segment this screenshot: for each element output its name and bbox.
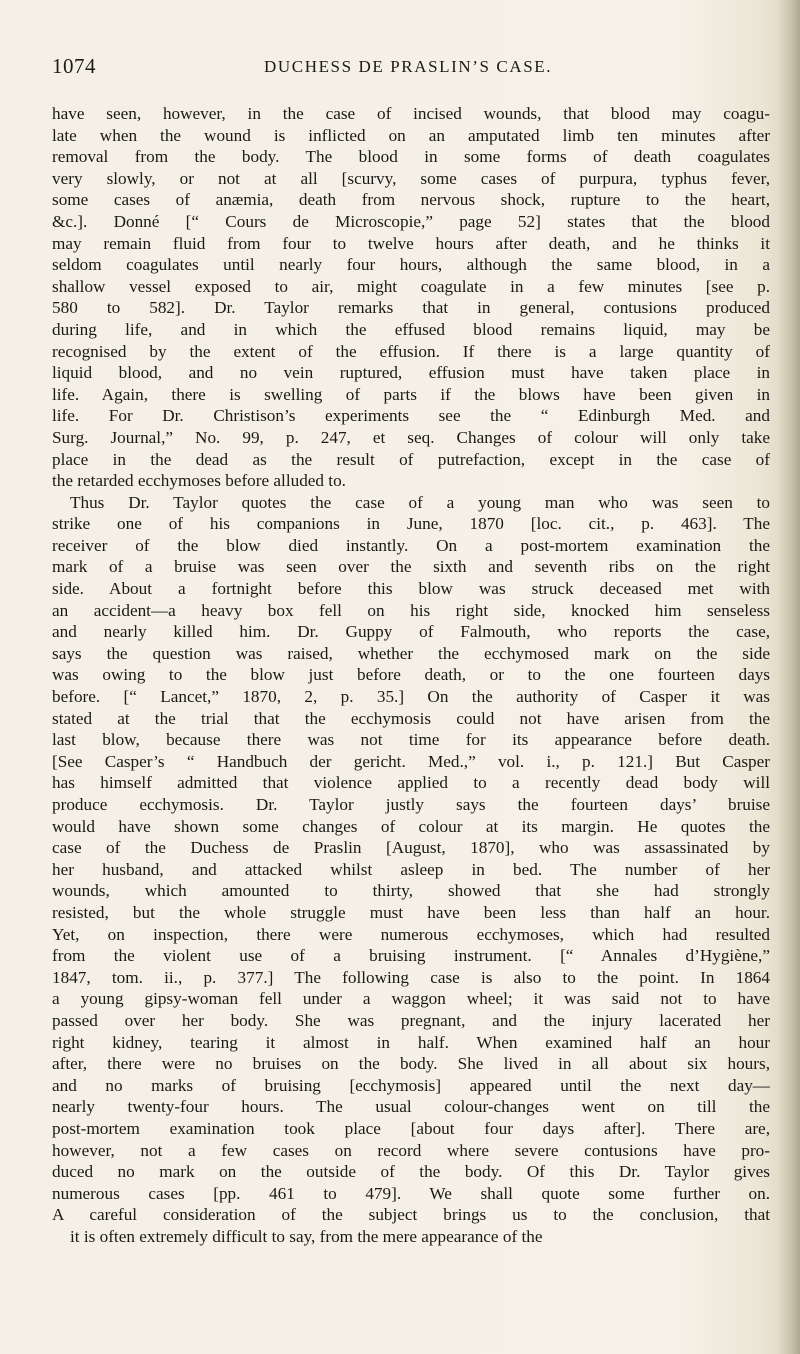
text-line: after, there were no bruises on the body. She lived in all about six hours, [52, 1054, 770, 1074]
text-line: post-mortem examination took place [about four days after]. There are, [52, 1118, 770, 1138]
text-line: resisted, but the whole struggle must have been less than half an hour. [52, 902, 770, 922]
text-line: mark of a bruise was seen over the sixth and seventh ribs on the right [52, 557, 770, 577]
text-line: removal from the body. The blood in some forms of death coagulates [52, 147, 770, 167]
text-line: stated at the trial that the ecchymosis could not have arisen from the [52, 708, 770, 728]
text-line: side. About a fortnight before this blow was struck deceased met with [52, 579, 770, 599]
text-line: and no marks of bruising [ecchymosis] appeared until the next day— [52, 1075, 770, 1095]
text-line: produce ecchymosis. Dr. Taylor justly says the fourteen days’ bruise [52, 795, 770, 814]
text-line: life. For Dr. Christison’s experiments see the “ Edinburgh Med. and [52, 406, 770, 426]
text-line: last blow, because there was not time for its appearance before death. [52, 730, 770, 750]
text-line: however, not a few cases on record where severe contusions have pro- [52, 1140, 770, 1160]
text-line: her husband, and attacked whilst asleep in bed. The number of her [52, 859, 770, 879]
text-line: says the question was raised, whether the ecchymosed mark on the side [52, 643, 770, 663]
text-line: may remain fluid from four to twelve hours after death, and he thinks it [52, 233, 770, 253]
text-line: has himself admitted that violence applied to a recently dead body will [52, 773, 770, 793]
text-line: duced no mark on the outside of the body. Of this Dr. Taylor gives [52, 1162, 770, 1182]
text-line: 1847, tom. ii., p. 377.] The following case is also to the point. In 1864 [52, 967, 770, 987]
text-line: case of the Duchess de Praslin [August, 1870], who was assassinated by [52, 838, 770, 858]
body-text [52, 103, 770, 1247]
text-line: seldom coagulates until nearly four hours, although the same blood, in a [52, 255, 770, 275]
text-line: strike one of his companions in June, 1870 [loc. cit., p. 463]. The [52, 514, 770, 534]
text-line: passed over her body. She was pregnant, and the injury lacerated her [52, 1010, 770, 1030]
text-line: Surg. Journal,” No. 99, p. 247, et seq. Changes of colour will only take [52, 427, 770, 447]
text-line: recognised by the extent of the effusion. If there is a large quantity of [52, 341, 770, 361]
text-line: right kidney, tearing it almost in half. When examined half an hour [52, 1032, 770, 1052]
text-line: liquid blood, and no vein ruptured, effusion must have taken place in [52, 363, 770, 383]
text-line: would have shown some changes of colour at its margin. He quotes the [52, 816, 770, 836]
text-line: some cases of anæmia, death from nervous shock, rupture to the heart, [52, 190, 770, 210]
text-line: it is often extremely difficult to say, from the mere appearance of the [70, 1226, 543, 1246]
text-line: 580 to 582]. Dr. Taylor remarks that in general, contusions produced [52, 298, 770, 318]
text-line: very slowly, or not at all [scurvy, some cases of purpura, typhus fever, [52, 168, 770, 188]
page-edge-shadow [778, 0, 800, 1354]
text-line: was owing to the blow just before death, or to the one fourteen days [52, 665, 770, 685]
text-line: nearly twenty-four hours. The usual colour-changes went on till the [52, 1097, 770, 1117]
page-header [52, 54, 752, 84]
text-line: A careful consideration of the subject brings us to the conclusion, that [52, 1205, 770, 1225]
text-line: life. Again, there is swelling of parts if the blows have been given in [52, 384, 770, 404]
text-line: an accident—a heavy box fell on his right side, knocked him senseless [52, 600, 770, 620]
text-line: numerous cases [pp. 461 to 479]. We shall quote some further on. [52, 1183, 770, 1203]
text-line: during life, and in which the effused blood remains liquid, may be [52, 319, 770, 339]
text-line: receiver of the blow died instantly. On a post-mortem examination the [52, 535, 770, 555]
text-line: late when the wound is inflicted on an amputated limb ten minutes after [52, 125, 770, 145]
page-number: 1074 [52, 54, 96, 78]
text-line: Yet, on inspection, there were numerous ecchymoses, which had resulted [52, 924, 770, 944]
text-line: before. [“ Lancet,” 1870, 2, p. 35.] On the authority of Casper it was [52, 687, 770, 707]
text-line: have seen, however, in the case of incised wounds, that blood may coagu- [52, 104, 770, 123]
text-line: the retarded ecchymoses before alluded to. [52, 471, 346, 491]
text-line: Thus Dr. Taylor quotes the case of a young man who was seen to [70, 492, 770, 512]
text-line: [See Casper’s “ Handbuch der gericht. Med.,” vol. i., p. 121.] But Casper [52, 751, 770, 771]
text-line: wounds, which amounted to thirty, showed that she had strongly [52, 881, 770, 901]
text-line: a young gipsy-woman fell under a waggon wheel; it was said not to have [52, 989, 770, 1009]
text-line: from the violent use of a bruising instrument. [“ Annales d’Hygiène,” [52, 946, 770, 966]
text-line: &c.]. Donné [“ Cours de Microscopie,” page 52] states that the blood [52, 211, 770, 231]
running-head: DUCHESS DE PRASLIN’S CASE. [264, 57, 553, 76]
text-line: and nearly killed him. Dr. Guppy of Falmouth, who reports the case, [52, 622, 770, 642]
text-line: shallow vessel exposed to air, might coagulate in a few minutes [see p. [52, 276, 770, 296]
text-line: place in the dead as the result of putrefaction, except in the case of [52, 449, 770, 469]
